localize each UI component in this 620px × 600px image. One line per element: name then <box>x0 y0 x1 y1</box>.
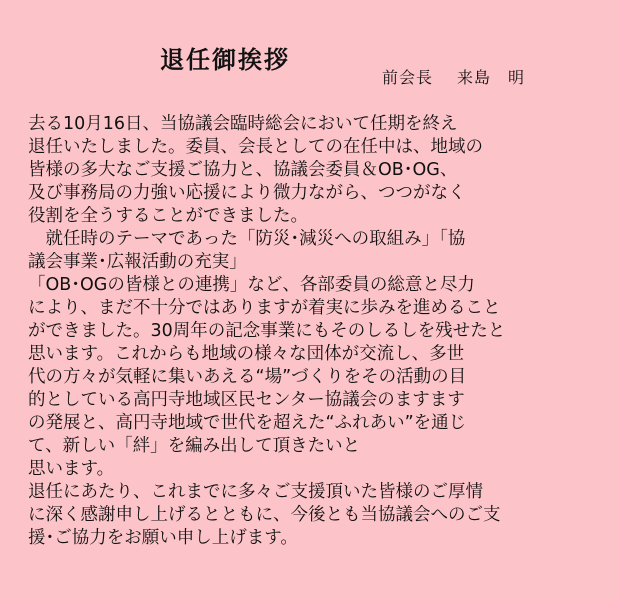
author-name: 来島 明 <box>457 68 526 87</box>
body-line: により、まだ不十分ではありますが着実に歩みを進めること <box>28 298 501 318</box>
body-line: 援･ご協力をお願い申し上げます。 <box>28 528 298 548</box>
body-line: 思います。 <box>28 459 115 479</box>
body-line: 及び事務局の力強い応援により微力ながら、つつがなく <box>28 183 466 203</box>
body-line: 思います。これからも地域の様々な団体が交流し、多世 <box>28 344 465 364</box>
body-line: て、新しい「絆」を編み出して頂きたいと <box>28 436 361 456</box>
body-line: 議会事業･広報活動の充実」 <box>28 252 247 272</box>
body-line: の発展と、高円寺地域で世代を超えた“ふれあい”を通じ <box>28 413 467 433</box>
body-line: に深く感謝申し上げるとともに、今後とも当協議会へのご支 <box>28 505 501 525</box>
body-line: 的としている高円寺地域区民センター協議会のますます <box>28 390 465 410</box>
body-line: 役割を全うすることができました。 <box>28 206 308 226</box>
body-line: 就任時のテーマであった「防災･減災への取組み」「協 <box>28 229 466 249</box>
body-line: 去る10月16日、当協議会臨時総会において任期を終え <box>28 114 458 134</box>
body-line: 皆様の多大なご支援ご協力と、協議会委員＆OB･OG、 <box>28 160 458 180</box>
body-text <box>28 113 603 550</box>
page-title: 退任御挨拶 <box>160 46 290 74</box>
body-line: ができました。30周年の記念事業にもそのしるしを残せたと <box>28 321 506 341</box>
author-role: 前会長 <box>382 68 434 87</box>
body-line: 退任いたしました。委員、会長としての在任中は、地域の <box>28 137 483 157</box>
body-line: 代の方々が気軽に集いあえる“場”づくりをその活動の目 <box>28 367 467 387</box>
body-line: 退任にあたり、これまでに多々ご支援頂いた皆様のご厚情 <box>28 482 483 502</box>
author-line <box>382 65 525 88</box>
body-line: 「OB･OGの皆様との連携」など、各部委員の総意と尽力 <box>28 275 475 295</box>
